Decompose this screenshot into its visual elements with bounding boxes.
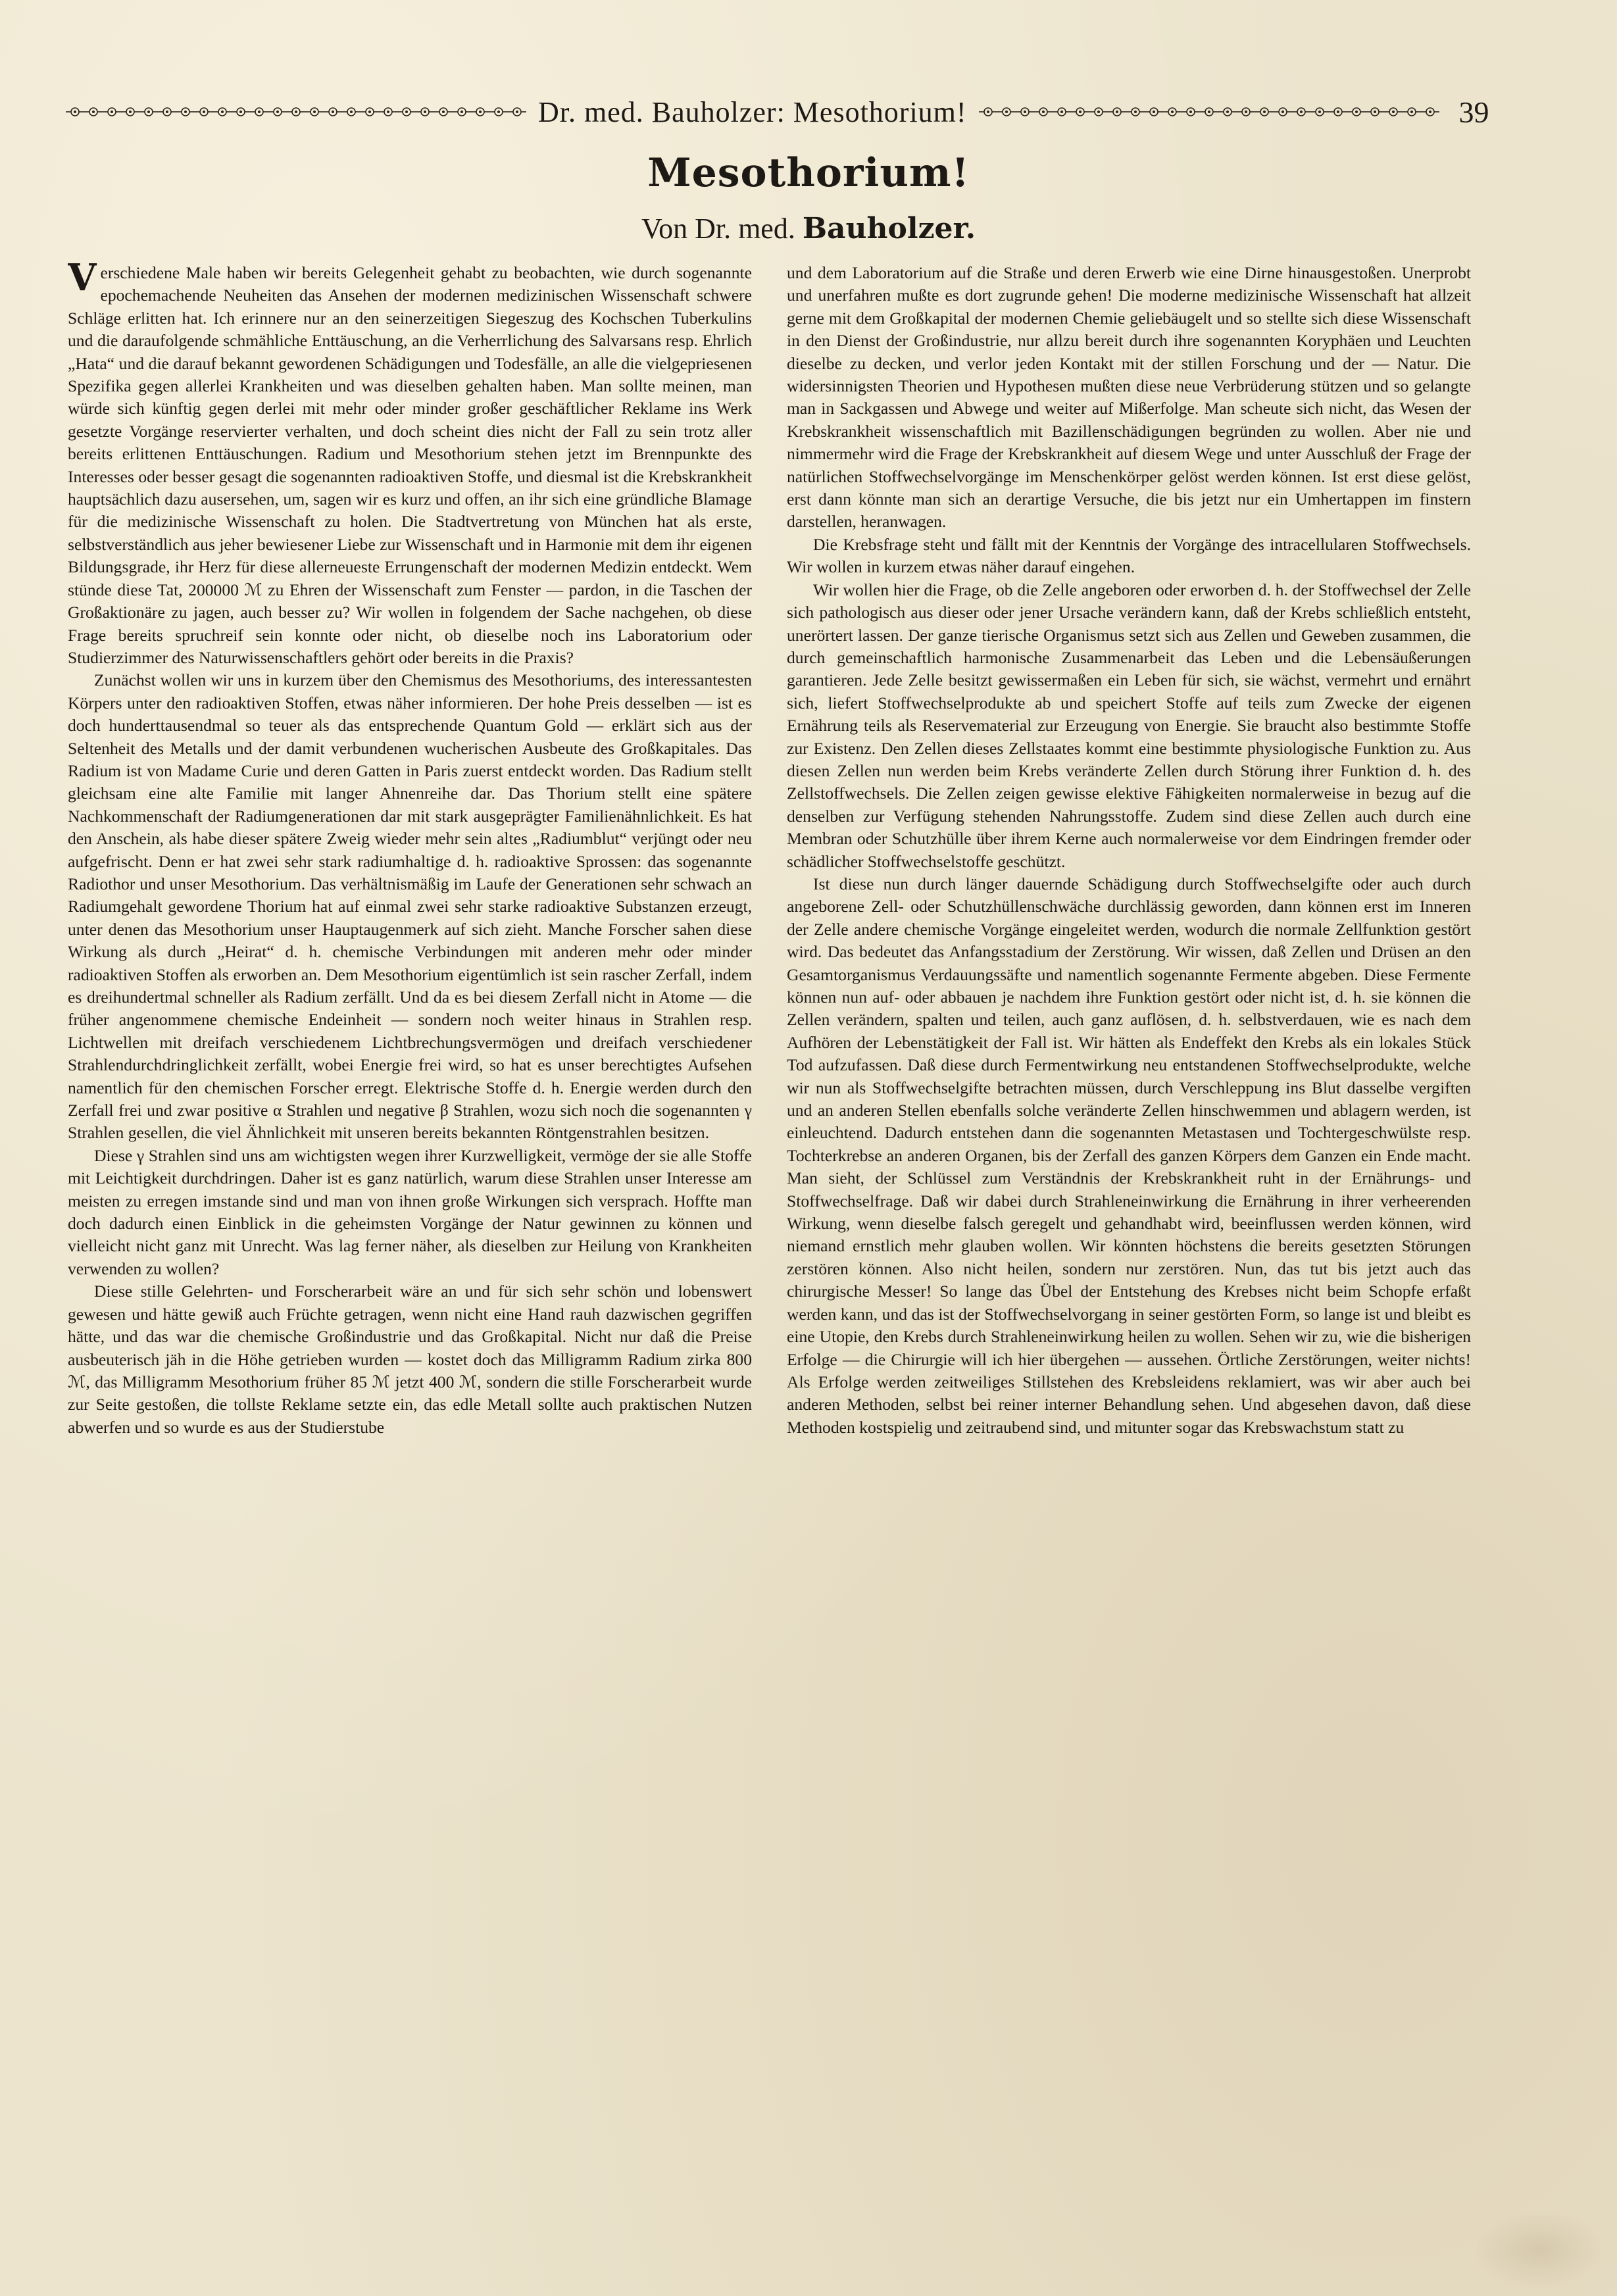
paragraph: Ist diese nun durch länger dauernde Schädigung durch Stoffwechselgifte oder auch durch angeborene Zell- oder Schutzhüllenschwäche durchlässig geworden, dann können erst im Inneren der Zelle andere chemische Vorgänge eingeleitet werden, wodurch die normale Zellfunktion gestört wird. Das bedeutet das Anfangsstadium der Zerstörung. Wir wissen, daß Zellen und Drüsen an den Gesamtorganismus Verdauungssäfte und namentlich sogenannte Fermente abgeben. Diese Fermente können nun auf- oder abbauen je nachdem ihre Funktion gestört oder nicht ist, d. h. sie können die Zellen verändern, spalten und teilen, auch ganz auflösen, d. h. selbstverdauen, wie es nach dem Aufhören der Lebenstätigkeit der Fall ist. Wir hätten als Endeffekt den Krebs als ein lokales Stück Tod aufzufassen. Daß diese durch Fermentwirkung neu entstandenen Stoffwechselprodukte, welche wir nun als Stoffwechselgifte betrachten müssen, durch Verschleppung ins Blut dasselbe vergiften und an anderen Stellen ebenfalls solche veränderte Zellen hinschwemmen und ablagern werden, ist einleuchtend. Dadurch entstehen dann die sogenannten Metastasen und Tochtergeschwülste resp. Tochterkrebse an anderen Organen, bis der Zerfall des ganzen Körpers dem Ganzen ein Ende macht. Man sieht, der Schlüssel zum Verständnis der Krebskrankheit ruht in der Ernährungs- und Stoffwechselfrage. Daß wir dabei durch Strahleneinwirkung die Ernährung in ihrer verheerenden Wirkung, wenn dieselbe falsch geregelt und gehandhabt wird, beeinflussen werden können, wird niemand ernstlich mehr glauben wollen. Wir könnten höchstens die bereits gesetzten Störungen zerstören können. Also nicht heilen, sondern nur zerstören. Nun, das tut bis jetzt auch das chirurgische Messer! So lange das Übel der Entstehung des Krebses nicht beim Schopfe erfaßt werden kann, und das ist der Stoffwechselvorgang in seiner gestörten Form, so lange ist und bleibt es eine Utopie, den Krebs durch Strahleneinwirkung heilen zu wollen. Sehen wir zu, wie die bisherigen Erfolge — die Chirurgie will ich hier übergehen — aussehen. Örtliche Zerstörungen, weiter nichts! Als Erfolge werden zeitweiliges Stillstehen des Krebsleidens reklamiert, was wir aber auch bei anderen Methoden, selbst bei reiner interner Behandlung sehen. Und abgesehen davon, daß diese Methoden kostspielig und zeitraubend sind, und mitunter sogar das Krebswachstum statt zu [787, 874, 1471, 1437]
paragraph: und dem Laboratorium auf die Straße und deren Erwerb wie eine Dirne hinausgestoßen. Unerprobt und unerfahren mußte es dort zugrunde gehen! Die moderne medizinische Wissenschaft hat allzeit gerne mit dem Großkapital der modernen Chemie geliebäugelt und so stellte sich diese Wissenschaft in den Dienst der Großindustrie, nur allzu bereit durch ihre sogenannten Koryphäen und Leuchten dieselbe zu decken, und verlor jeden Kontakt mit der stillen Forschung und der — Natur. Die widersinnigsten Theorien und Hypothesen mußten diese neue Verbrüderung stützen und so gelangte man in Sackgassen und Abwege und weiter auf Mißerfolge. Man scheute sich nicht, das Wesen der Krebskrankheit wissenschaftlich mit Bazillenschädigungen begründen zu wollen. Aber nie und nimmermehr wird die Frage der Krebskrankheit auf diesem Wege und unter Ausschluß der Frage der natürlichen Stoffwechselvorgänge im Menschenkörper gelöst werden können. Ist erst diese gelöst, erst dann könnte man sich an derartige Versuche, die bis jetzt nur ein Umhertappen im finstern darstellen, heranwagen. [787, 263, 1471, 532]
paragraph: Die Krebsfrage steht und fällt mit der Kenntnis der Vorgänge des intracellularen Stoffwechsels. Wir wollen in kurzem etwas näher darauf eingehen. [787, 534, 1471, 577]
paragraph [68, 262, 752, 669]
paragraph: Diese stille Gelehrten- und Forscherarbeit wäre an und für sich sehr schön und lobenswert gewesen und hätte gewiß auch Früchte getragen, wenn nicht eine Hand rauh dazwischen gegriffen hätte, und das war die chemische Großindustrie und das Großkapital. Nicht nur daß die Preise ausbeuterisch jäh in die Höhe getrieben wurden — kostet doch das Milligramm Radium zirka 800 ℳ, das Milligramm Mesothorium früher 85 ℳ jetzt 400 ℳ, sondern die stille Forscherarbeit wurde zur Seite gestoßen, die tollste Reklame setzte ein, das edle Metall sollte auch praktischen Nutzen abwerfen und so wurde es aus der Studierstube [68, 1282, 752, 1437]
byline-prefix: Von Dr. med. [641, 212, 795, 245]
page-number: 39 [1458, 95, 1489, 129]
byline-author: Bauholzer. [802, 212, 976, 245]
ornament-border-right [979, 105, 1439, 118]
paper-stain [1474, 2210, 1605, 2289]
paragraph: Diese γ Strahlen sind uns am wichtigsten wegen ihrer Kurzwelligkeit, vermöge der sie alle Stoffe mit Leichtigkeit durchdringen. Daher ist es ganz natürlich, warum diese Strahlen unser Interesse am meisten zu erregen imstande sind und man von ihnen große Wirkungen sich versprach. Hoffte man doch dadurch einen Einblick in die geheimsten Vorgänge der Natur gewinnen zu können und vielleicht nicht ganz mit Unrecht. Was lag ferner näher, als dieselben zur Heilung von Krankheiten verwenden zu wollen? [68, 1145, 752, 1278]
paragraph: Zunächst wollen wir uns in kurzem über den Chemismus des Mesothoriums, des interessantesten Körpers unter den radioaktiven Stoffen, etwas näher informieren. Der hohe Preis desselben — ist es doch hunderttausendmal so teuer als das entsprechende Quantum Gold — erklärt sich aus der Seltenheit des Metalls und der damit verbundenen wucherischen Ausbeute des Großkapitales. Das Radium ist von Madame Curie und deren Gatten in Paris zuerst entdeckt worden. Das Radium stellt gleichsam eine alte Familie mit langer Ahnenreihe dar. Das Thorium stellt eine spätere Nachkommenschaft der Radiumgenerationen dar mit stark ausgeprägter Familienähnlichkeit. Es hat den Anschein, als habe dieser spätere Zweig wieder mehr sein altes „Radiumblut“ verjüngt oder neu aufgefrischt. Denn er hat zwei sehr stark radiumhaltige d. h. radioaktive Sprossen: das sogenannte Radiothor und unser Mesothorium. Das verhältnismäßig im Laufe der Generationen sehr schwach an Radiumgehalt gewordene Thorium hat auf einmal zwei sehr starke radioaktive Substanzen erzeugt, unter denen das Mesothorium unser Hauptaugenmerk auf sich zieht. Manche Forscher sahen diese Wirkung als durch „Heirat“ d. h. chemische Verbindungen mit anderen mehr oder minder radioaktiven Stoffen als erworben an. Dem Mesothorium eigentümlich ist sein rascher Zerfall, indem es dreihundertmal schneller als Radium zerfällt. Und da es bei diesem Zerfall nicht in Atome — die früher angenommene chemische Endeinheit — sondern noch weiter hinaus in Strahlen resp. Lichtwellen mit dreifach verschiedenem Lichtbrechungsvermögen und dreifach verschiedener Strahlendurchdringlichkeit zerfällt, wobei Energie frei wird, so hat es unser berechtigtes Aufsehen namentlich für den chemischen Forscher erregt. Elektrische Stoffe d. h. Energie werden durch den Zerfall frei und zwar positive α Strahlen und negative β Strahlen, wozu sich noch die sogenannten γ Strahlen gesellen, die viel Ähnlichkeit mit unseren bereits bekannten Röntgenstrahlen besitzen. [68, 670, 752, 1143]
paragraph: Wir wollen hier die Frage, ob die Zelle angeboren oder erworben d. h. der Stoffwechsel der Zelle sich pathologisch aus dieser oder jener Ursache verändern kann, daß der Krebs schließlich entsteht, unerörtert lassen. Der ganze tierische Organismus setzt sich aus Zellen und Geweben zusammen, die durch gemeinschaftlich harmonische Zusammenarbeit das Leben und die Lebensäußerungen garantieren. Jede Zelle besitzt gewissermaßen ein Leben für sich, sie wächst, vermehrt und ernährt sich, liefert Stoffwechselprodukte ab und speichert Stoffe auf teils zum Zwecke der eigenen Ernährung teils als Reservematerial zur Erzeugung von Energie. Sie braucht also bestimmte Stoffe zur Existenz. Den Zellen dieses Zellstaates kommt eine bestimmte physiologische Funktion zu. Aus diesen Zellen nun werden beim Krebs veränderte Zellen durch Störung ihrer Funktion d. h. des Zellstoffwechsels. Die Zellen zeigen gewisse elektive Fähigkeiten normalerweise in bezug auf die denselben zur Verfügung stehenden Nahrungsstoffe. Zudem sind diese Zellen auch durch eine Membran oder Schutzhülle über ihrem Kerne auch normalerweise vor dem Eindringen fremder oder schädlicher Stoffwechselstoffe geschützt. [787, 580, 1471, 871]
right-column [787, 262, 1471, 2176]
ornament-border-left [66, 105, 526, 118]
running-header [66, 91, 1489, 133]
drop-cap: V [68, 262, 97, 299]
left-column [68, 262, 752, 2176]
article-title: Mesothorium! [647, 150, 970, 196]
paragraph-text: erschiedene Male haben wir bereits Gelegenheit gehabt zu beobachten, wie durch sogenannte epochemachende Neuheiten das Ansehen der modernen medizinischen Wissenschaft schwere Schläge erlitten hat. Ich erinnere nur an den seinerzeitigen Siegeszug des Kochschen Tuberkulins und die daraufolgende schmähliche Enttäuschung, an die Verherrlichung des Salvarsans resp. Ehrlich „Hata“ und die darauf bekannt gewordenen Schädigungen und Todesfälle, an alle die vielgepriesenen Spezifika gegen allerlei Krankheiten und was dieselben gehalten haben. Man sollte meinen, man würde sich künftig gegen derlei mit mehr oder minder großer geschäftlicher Reklame ins Werk gesetzte Vorgänge reservierter verhalten, und doch scheint dies nicht der Fall zu sein trotz aller bereits erlittenen Enttäuschungen. Radium und Mesothorium stehen jetzt im Brennpunkte des Interesses oder besser gesagt die sogenannten radioaktiven Stoffe, und diesmal ist die Krebskrankheit hauptsächlich dazu ausersehen, um, sagen wir es kurz und offen, an ihr sich eine gründliche Blamage für die medizinische Wissenschaft zu holen. Die Stadtvertretung von München hat als erste, selbstverständlich aus jeher bewiesener Liebe zur Wissenschaft und in Harmonie mit dem ihr eigenen Bildungsgrade, ihr Herz für diese allerneueste Errungenschaft der modernen Medizin entdeckt. Wem stünde diese Tat, 200000 ℳ zu Ehren der Wissenschaft zum Fenster — pardon, in die Taschen der Großaktionäre zu jagen, auch besser zu? Wir wollen in folgendem der Sache nachgehen, ob diese Frage bereits spruchreif sein konnte oder nicht, ob dieselbe noch ins Laboratorium oder Studierzimmer des Naturwissenschaftlers gehört oder bereits in die Praxis? [68, 263, 752, 667]
byline [0, 212, 1617, 245]
running-title: Dr. med. Bauholzer: Mesothorium! [538, 95, 967, 128]
